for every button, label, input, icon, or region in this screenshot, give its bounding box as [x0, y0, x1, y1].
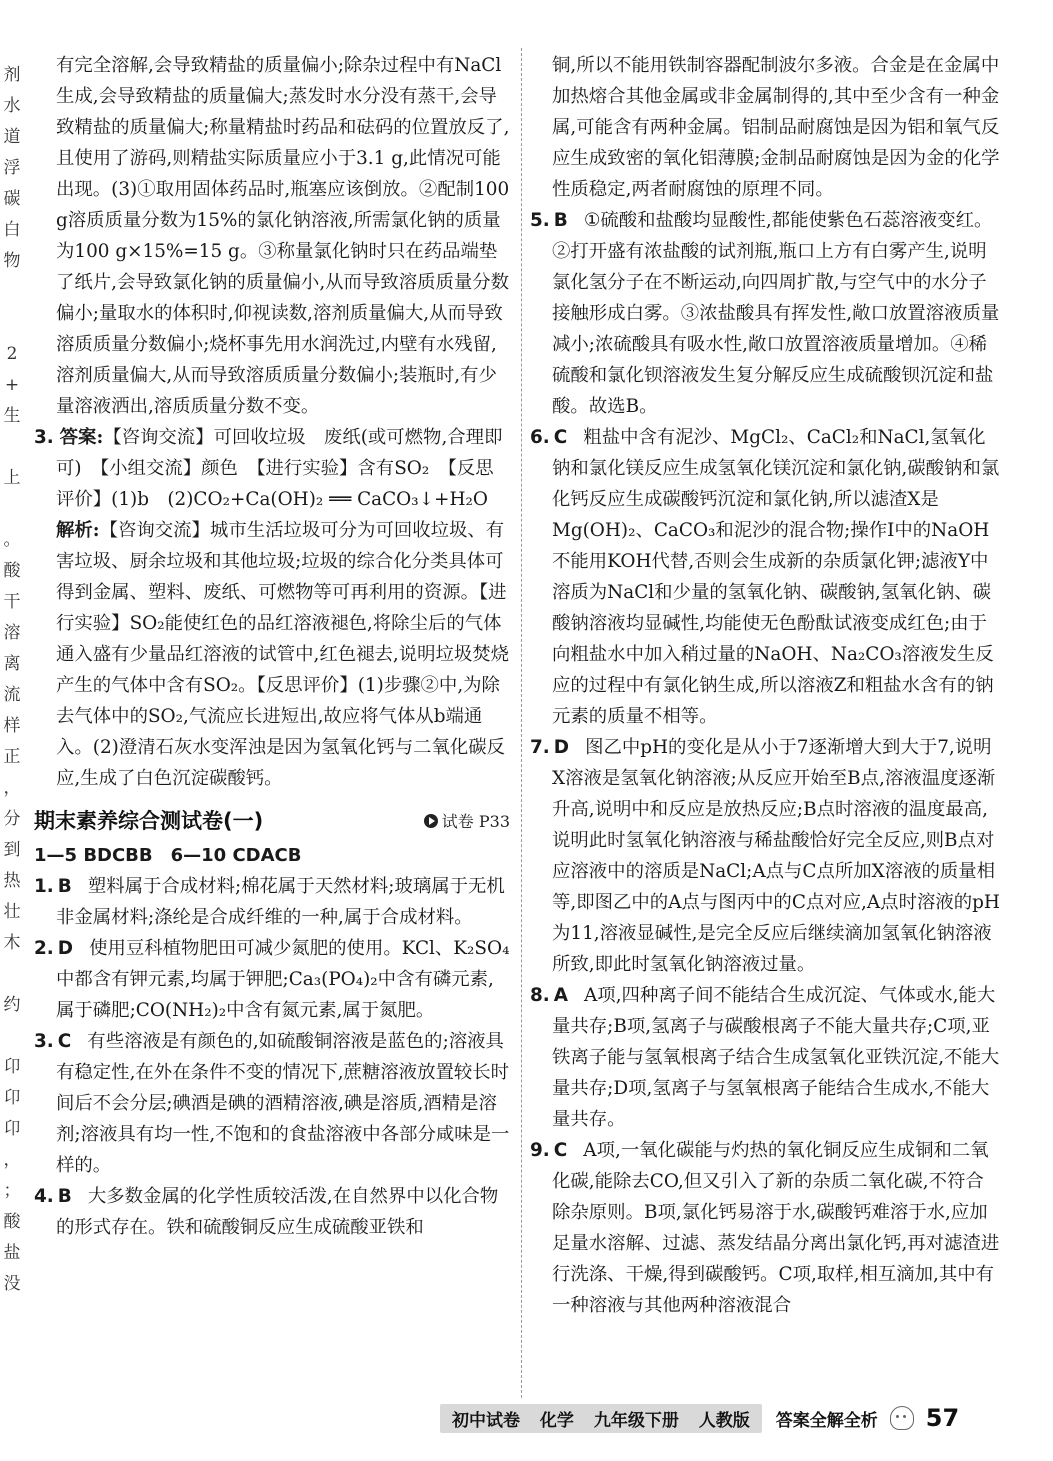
left-edge-strip — [0, 60, 24, 1400]
question-answer: A — [553, 985, 569, 1006]
edge-char — [0, 494, 24, 525]
section-header — [34, 802, 510, 840]
question-answer: C — [57, 1031, 72, 1052]
footer-band — [440, 1404, 762, 1433]
footer-band-item: 初中试卷 — [452, 1410, 520, 1431]
edge-char: 溶 — [3, 623, 21, 643]
right-column — [530, 50, 1000, 1321]
edge-char: 2 — [6, 344, 18, 364]
column-separator — [521, 48, 522, 1398]
page-number: 57 — [925, 1404, 960, 1432]
section-title: 期末素养综合测试卷(一) — [34, 808, 264, 833]
question-number: 1. — [34, 876, 54, 897]
page-footer — [440, 1398, 1040, 1438]
question-explanation: 粗盐中含有泥沙、MgCl₂、CaCl₂和NaCl,氢氧化钠和氯化镁反应生成氢氧化镁沉淀和氯化钠,碳酸钠和氯化钙反应生成碳酸钙沉淀和氯化钠,所以滤渣X是Mg(OH)₂、CaCO₃和泥沙的混合物;操作Ⅰ中的NaOH不能用KOH代替,否则会生成新的杂质氯化钾;滤液Y中溶质为NaCl和少量的氢氧化钠、碳酸钠,氢氧化钠、碳酸钠溶液均显碱性,均能使无色酚酞试液变成红色;由于向粗盐水中加入稍过量的NaOH、Na₂CO₃溶液发生反应的过程中有氯化钠生成,所以溶液Z和粗盐水含有的钠元素的质量不相等。 — [552, 427, 1000, 727]
question-answer: B — [57, 876, 72, 897]
edge-char: 上 — [3, 468, 21, 488]
section-ref-text: 试卷 P33 — [441, 811, 510, 831]
edge-char: 壮 — [3, 902, 21, 922]
edge-char: 分 — [3, 809, 21, 829]
right-question-list — [530, 205, 1000, 1321]
question-number: 5. — [530, 210, 550, 231]
footer-band-item: 化学 — [539, 1410, 574, 1431]
question-number: 3. — [34, 427, 54, 448]
edge-char: 物 — [3, 251, 21, 271]
answer-keys: 1—5 BDCBB 6—10 CDACB — [34, 845, 302, 866]
edge-char: 盐 — [3, 1243, 21, 1263]
mascot-icon — [890, 1406, 914, 1430]
question-number: 8. — [530, 985, 550, 1006]
edge-char: 。 — [3, 530, 21, 550]
question-item — [530, 422, 1000, 732]
question-item — [34, 1181, 510, 1243]
footer-band-item: 人教版 — [698, 1410, 750, 1431]
edge-char: 样 — [3, 716, 21, 736]
edge-char: 卬 — [3, 1119, 21, 1139]
continued-paragraph: 有完全溶解,会导致精盐的质量偏小;除杂过程中有NaCl生成,会导致精盐的质量偏大;蒸发时水分没有蒸干,会导致精盐的质量偏大;称量精盐时药品和砝码的位置放反了,且使用了游码,则精盐实际质量应小于3.1 g,此情况可能出现。(3)①取用固体药品时,瓶塞应该倒放。②配制100 g溶质质量分数为15%的氯化钠溶液,所需氯化钠的质量为100 g×15%=15 g。③称量氯化钠时只在药品端垫了纸片,会导致氯化钠的质量偏小,从而导致溶质质量分数偏小;量取水的体积时,仰视读数,溶剂质量偏大,从而导致溶质质量分数偏小;烧杯事先用水润洗过,内壁有水残留,溶剂质量偏大,从而导致溶质质量分数偏小;装瓶时,有少量溶液洒出,溶质质量分数不变。 — [56, 55, 510, 417]
edge-char: 没 — [3, 1274, 21, 1294]
answer-text: 【咨询交流】可回收垃圾 废纸(或可燃物,合理即可) 【小组交流】颜色 【进行实验】含有SO₂ 【反思评价】(1)b (2)CO₂+Ca(OH)₂ ══ CaCO₃↓+H₂O — [56, 427, 503, 510]
edge-char: 剂 — [3, 65, 21, 85]
question-answer: B — [57, 1186, 72, 1207]
arrow-right-icon — [424, 814, 438, 828]
edge-char — [0, 959, 24, 990]
question-3-analysis — [34, 515, 510, 794]
edge-char: ； — [3, 1181, 21, 1201]
edge-char: 卬 — [3, 1088, 21, 1108]
question-item — [530, 205, 1000, 422]
edge-char: ， — [3, 1150, 21, 1170]
question-answer: D — [553, 737, 570, 758]
question-item — [34, 933, 510, 1026]
edge-char: 热 — [3, 871, 21, 891]
question-answer: C — [553, 1140, 568, 1161]
question-number: 6. — [530, 427, 550, 448]
question-explanation: 大多数金属的化学性质较活泼,在自然界中以化合物的形式存在。铁和硫酸铜反应生成硫酸亚铁和 — [56, 1186, 499, 1238]
edge-char — [0, 1021, 24, 1052]
question-item — [34, 871, 510, 933]
edge-char: 卬 — [3, 1057, 21, 1077]
edge-char: 木 — [3, 933, 21, 953]
footer-band-item: 九年级下册 — [593, 1410, 679, 1431]
question-item — [530, 980, 1000, 1135]
left-column — [34, 50, 510, 1243]
left-question-list — [34, 871, 510, 1243]
edge-char — [0, 308, 24, 339]
question-explanation: ①硫酸和盐酸均显酸性,都能使紫色石蕊溶液变红。②打开盛有浓盐酸的试剂瓶,瓶口上方有白雾产生,说明氯化氢分子在不断运动,向四周扩散,与空气中的水分子接触形成白雾。③浓盐酸具有挥发性,敞口放置溶液质量减小;浓硫酸具有吸水性,敞口放置溶液质量增加。④稀硫酸和氯化钡溶液发生复分解反应生成硫酸钡沉淀和盐酸。故选B。 — [552, 210, 1000, 417]
footer-tag: 答案全解全析 — [775, 1410, 878, 1431]
edge-char: 浮 — [3, 158, 21, 178]
section-ref[interactable] — [424, 806, 510, 837]
question-explanation: 塑料属于合成材料;棉花属于天然材料;玻璃属于无机非金属材料;涤纶是合成纤维的一种,属于合成材料。 — [56, 876, 505, 928]
question-explanation: 图乙中pH的变化是从小于7逐渐增大到大于7,说明X溶液是氢氧化钠溶液;从反应开始至B点,溶液温度逐渐升高,说明中和反应是放热反应;B点时溶液的温度最高,说明此时氢氧化钠溶液与稀盐酸恰好完全反应,则B点对应溶液中的溶质是NaCl;A点与C点所加X溶液的质量相等,即图乙中的A点与图丙中的C点对应,A点时溶液的pH为11,溶液显碱性,是完全反应后继续滴加氢氧化钠溶液所致,即此时氢氧化钠溶液过量。 — [552, 737, 1000, 975]
edge-char: 生 — [3, 406, 21, 426]
question-item — [530, 732, 1000, 980]
edge-char: 白 — [3, 220, 21, 240]
question-number: 7. — [530, 737, 550, 758]
question-number: 3. — [34, 1031, 54, 1052]
question-explanation: 有些溶液是有颜色的,如硫酸铜溶液是蓝色的;溶液具有稳定性,在外在条件不变的情况下,蔗糖溶液放置较长时间后不会分层;碘酒是碘的酒精溶液,碘是溶质,酒精是溶剂;溶液具有均一性,不饱和的食盐溶液中各部分咸味是一样的。 — [56, 1031, 510, 1176]
continued-paragraph-right: 铜,所以不能用铁制容器配制波尔多液。合金是在金属中加热熔合其他金属或非金属制得的,其中至少含有一种金属,可能含有两种金属。铝制品耐腐蚀是因为铝和氧气反应生成致密的氧化铝薄膜;金制品耐腐蚀是因为金的化学性质稳定,两者耐腐蚀的原理不同。 — [552, 55, 1000, 200]
edge-char: 酸 — [3, 1212, 21, 1232]
edge-char — [0, 277, 24, 308]
edge-char: 流 — [3, 685, 21, 705]
analysis-text: 【咨询交流】城市生活垃圾可分为可回收垃圾、有害垃圾、厨余垃圾和其他垃圾;垃圾的综合化分类具体可得到金属、塑料、废纸、可燃物等可再利用的资源。【进行实验】SO₂能使红色的品红溶液褪色,将除尘后的气体通入盛有少量品红溶液的试管中,红色褪去,说明垃圾焚烧产生的气体中含有SO₂。【反思评价】(1)步骤②中,为除去气体中的SO₂,气流应长进短出,故应将气体从b端通入。(2)澄清石灰水变浑浊是因为氢氧化钙与二氧化碳反应,生成了白色沉淀碳酸钙。 — [56, 520, 510, 789]
analysis-label: 解析: — [56, 520, 100, 541]
edge-char: 水 — [3, 96, 21, 116]
edge-char: 酸 — [3, 561, 21, 581]
question-item — [530, 1135, 1000, 1321]
edge-char: ， — [3, 778, 21, 798]
edge-char: 约 — [3, 995, 21, 1015]
edge-char: 道 — [3, 127, 21, 147]
edge-char: 干 — [3, 592, 21, 612]
edge-char: 正 — [3, 747, 21, 767]
edge-char: 碳 — [3, 189, 21, 209]
question-answer: B — [553, 210, 568, 231]
question-number: 4. — [34, 1186, 54, 1207]
edge-char: + — [4, 375, 20, 395]
question-answer: D — [57, 938, 74, 959]
question-number: 9. — [530, 1140, 550, 1161]
edge-char: 离 — [3, 654, 21, 674]
question-item — [34, 1026, 510, 1181]
question-3-answer — [34, 422, 510, 515]
question-explanation: A项,一氧化碳能与灼热的氧化铜反应生成铜和二氧化碳,能除去CO,但又引入了新的杂质二氧化碳,不符合除杂原则。B项,氯化钙易溶于水,碳酸钙难溶于水,应加足量水溶解、过滤、蒸发结晶分离出氯化钙,再对滤渣进行洗涤、干燥,得到碳酸钙。C项,取样,相互滴加,其中有一种溶液与其他两种溶液混合 — [552, 1140, 1000, 1316]
edge-char — [0, 432, 24, 463]
edge-char: 到 — [3, 840, 21, 860]
answer-label: 答案: — [59, 427, 104, 448]
question-explanation: A项,四种离子间不能结合生成沉淀、气体或水,能大量共存;B项,氢离子与碳酸根离子不能大量共存;C项,亚铁离子能与氢氧根离子结合生成氢氧化亚铁沉淀,不能大量共存;D项,氢离子与氢氧根离子能结合生成水,不能大量共存。 — [552, 985, 1000, 1130]
question-explanation: 使用豆科植物肥田可减少氮肥的使用。KCl、K₂SO₄中都含有钾元素,均属于钾肥;Ca₃(PO₄)₂中含有磷元素,属于磷肥;CO(NH₂)₂中含有氮元素,属于氮肥。 — [56, 938, 510, 1021]
question-answer: C — [553, 427, 568, 448]
question-number: 2. — [34, 938, 54, 959]
